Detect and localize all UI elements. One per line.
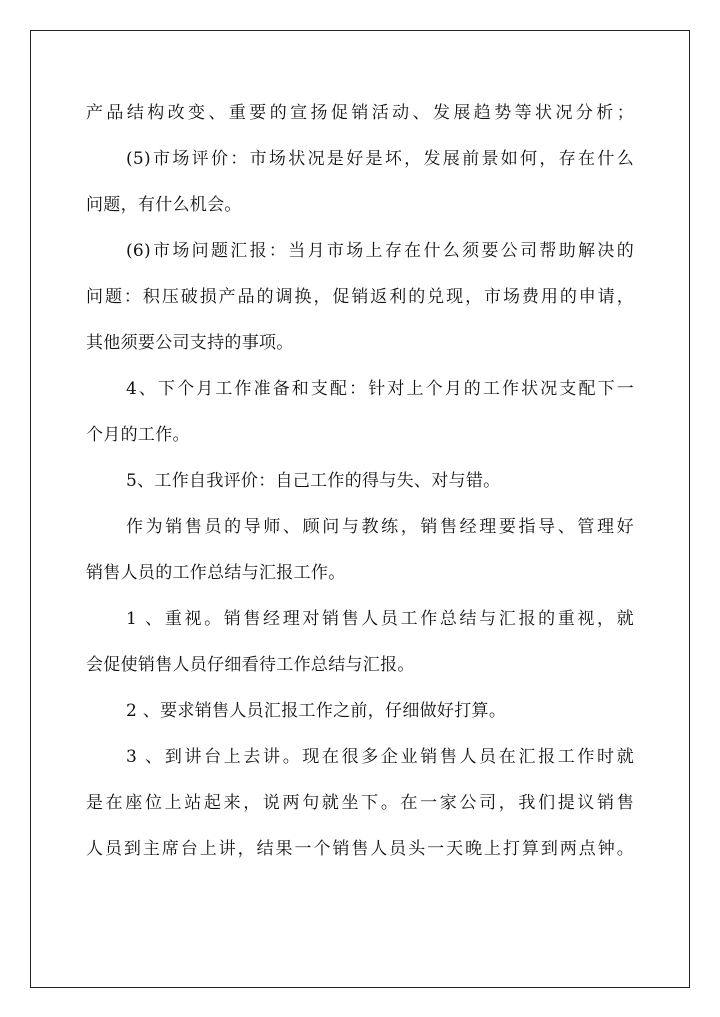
text-line: 作为销售员的导师、顾问与教练，销售经理要指导、管理好 — [126, 517, 634, 537]
text-line: 1 、重视。销售经理对销售人员工作总结与汇报的重视，就 — [126, 609, 634, 629]
text-line: 是在座位上站起来，说两句就坐下。在一家公司，我们提议销售 — [86, 793, 634, 813]
text-line: 人员到主席台上讲，结果一个销售人员头一天晚上打算到两点钟。 — [86, 839, 634, 859]
text-line: 2 、要求销售人员汇报工作之前，仔细做好打算。 — [126, 701, 507, 721]
text-line: (6)市场问题汇报：当月市场上存在什么须要公司帮助解决的 — [126, 241, 634, 261]
document-body — [86, 90, 634, 872]
text-line: 个月的工作。 — [86, 425, 190, 445]
text-line: 4、下个月工作准备和支配：针对上个月的工作状况支配下一 — [126, 379, 634, 399]
text-line: (5)市场评价：市场状况是好是坏，发展前景如何，存在什么 — [126, 149, 634, 169]
text-line: 5、工作自我评价：自己工作的得与失、对与错。 — [126, 471, 501, 491]
text-line: 3 、到讲台上去讲。现在很多企业销售人员在汇报工作时就 — [126, 747, 634, 767]
text-line: 销售人员的工作总结与汇报工作。 — [86, 563, 346, 583]
text-line: 其他须要公司支持的事项。 — [86, 333, 294, 353]
text-line: 问题：积压破损产品的调换，促销返利的兑现，市场费用的申请， — [86, 287, 634, 307]
text-line: 问题，有什么机会。 — [86, 195, 242, 215]
text-line: 产品结构改变、重要的宣扬促销活动、发展趋势等状况分析； — [86, 103, 634, 123]
text-line: 会促使销售人员仔细看待工作总结与汇报。 — [86, 655, 415, 675]
